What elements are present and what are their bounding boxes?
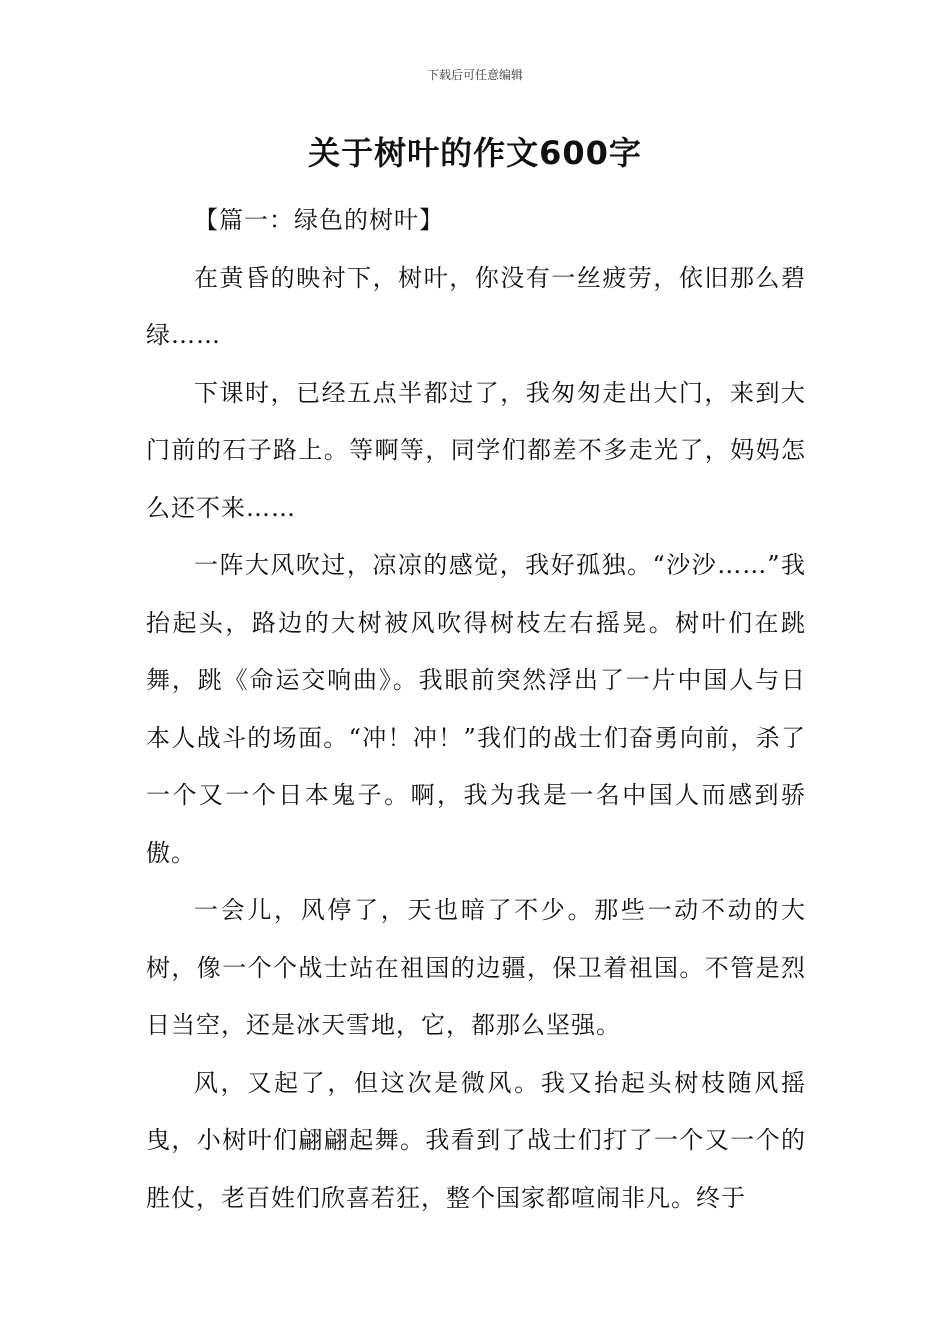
document-body [146, 192, 806, 1227]
paragraph-1: 在黄昏的映衬下，树叶，你没有一丝疲劳，依旧那么碧绿…… [146, 263, 806, 349]
paragraph-4: 一会儿，风停了，天也暗了不少。那些一动不动的大树，像一个个战士站在祖国的边疆，保卫着祖国。不管是烈日当空，还是冰天雪地，它，都那么坚强。 [146, 896, 806, 1039]
section-heading: 【篇一：绿色的树叶】 [194, 206, 444, 234]
document-title: 关于树叶的作文600字 [308, 134, 642, 172]
paragraph-2: 下课时，已经五点半都过了，我匆匆走出大门，来到大门前的石子路上。等啊等，同学们都差不多走光了，妈妈怎么还不来…… [146, 378, 806, 522]
paragraph-5: 风，又起了，但这次是微风。我又抬起头树枝随风摇曳，小树叶们翩翩起舞。我看到了战士们打了一个又一个的胜仗，老百姓们欣喜若狂，整个国家都喧闹非凡。终于 [146, 1068, 806, 1212]
header-note: 下载后可任意编辑 [426, 68, 523, 82]
paragraph-3: 一阵大风吹过，凉凉的感觉，我好孤独。“沙沙……”我抬起头，路边的大树被风吹得树枝左右摇晃。树叶们在跳舞，跳《命运交响曲》。我眼前突然浮出了一片中国人与日本人战斗的场面。“冲！冲！”我们的战士们奋勇向前，杀了一个又一个日本鬼子。啊，我为我是一名中国人而感到骄傲。 [146, 551, 806, 867]
